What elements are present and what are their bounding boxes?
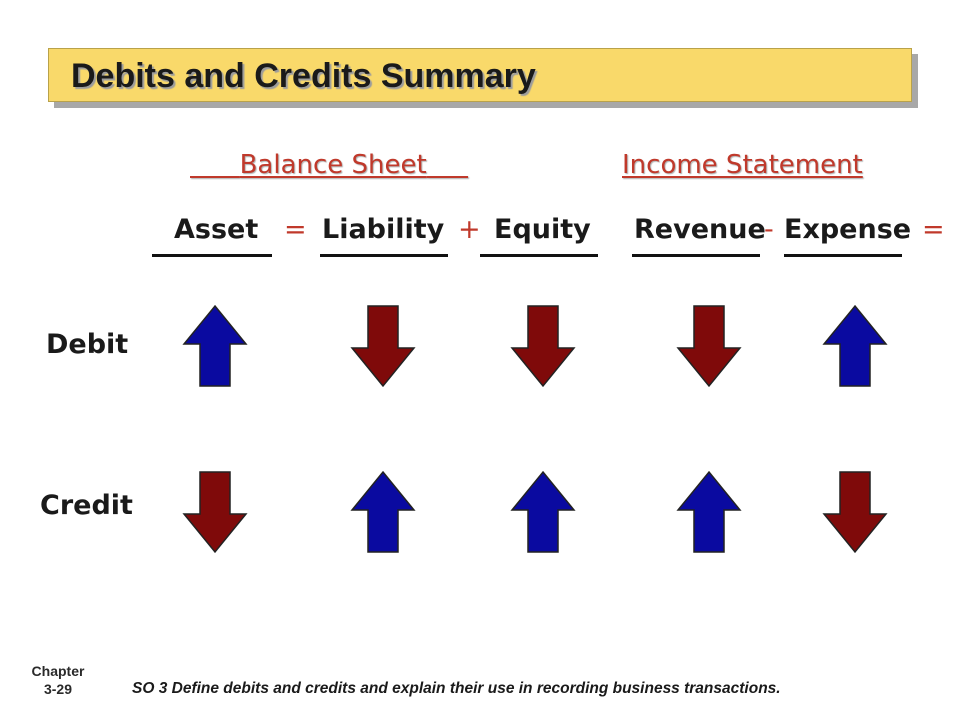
equals-operator-2: =	[922, 214, 945, 245]
equals-operator: =	[284, 214, 307, 245]
debit-revenue-down-arrow-icon	[676, 304, 742, 388]
credit-equity-up-arrow-icon	[510, 470, 576, 554]
chapter-number: 3-29	[43, 681, 73, 697]
expense-term: Expense	[784, 214, 912, 245]
plus-operator: +	[458, 214, 481, 245]
credit-expense-down-arrow-icon	[822, 470, 888, 554]
chapter-label	[20, 662, 96, 698]
balance-sheet-heading	[190, 150, 468, 180]
credit-revenue-up-arrow-icon	[676, 470, 742, 554]
equity-term: Equity	[494, 214, 591, 245]
credit-liability-up-arrow-icon	[350, 470, 416, 554]
debit-asset-up-arrow-icon	[182, 304, 248, 388]
credit-asset-down-arrow-icon	[182, 470, 248, 554]
liability-term: Liability	[322, 214, 445, 245]
chapter-text: Chapter	[31, 663, 85, 679]
credit-row-label: Credit	[40, 490, 133, 521]
revenue-underline	[632, 254, 760, 257]
equity-underline	[480, 254, 598, 257]
debit-row-label: Debit	[46, 329, 129, 360]
study-objective-footer: SO 3 Define debits and credits and explain their use in recording business transactions.	[132, 680, 781, 697]
income-statement-heading: Income Statement	[622, 150, 863, 180]
expense-underline	[784, 254, 902, 257]
asset-underline	[152, 254, 272, 257]
asset-term: Asset	[174, 214, 259, 245]
slide-title: Debits and Credits Summary	[71, 57, 536, 95]
revenue-term: Revenue	[634, 214, 766, 245]
balance-sheet-label: Balance Sheet	[239, 150, 427, 180]
liability-underline	[320, 254, 448, 257]
debit-equity-down-arrow-icon	[510, 304, 576, 388]
debit-liability-down-arrow-icon	[350, 304, 416, 388]
title-banner	[48, 48, 912, 102]
debit-expense-up-arrow-icon	[822, 304, 888, 388]
minus-operator: -	[764, 214, 774, 245]
